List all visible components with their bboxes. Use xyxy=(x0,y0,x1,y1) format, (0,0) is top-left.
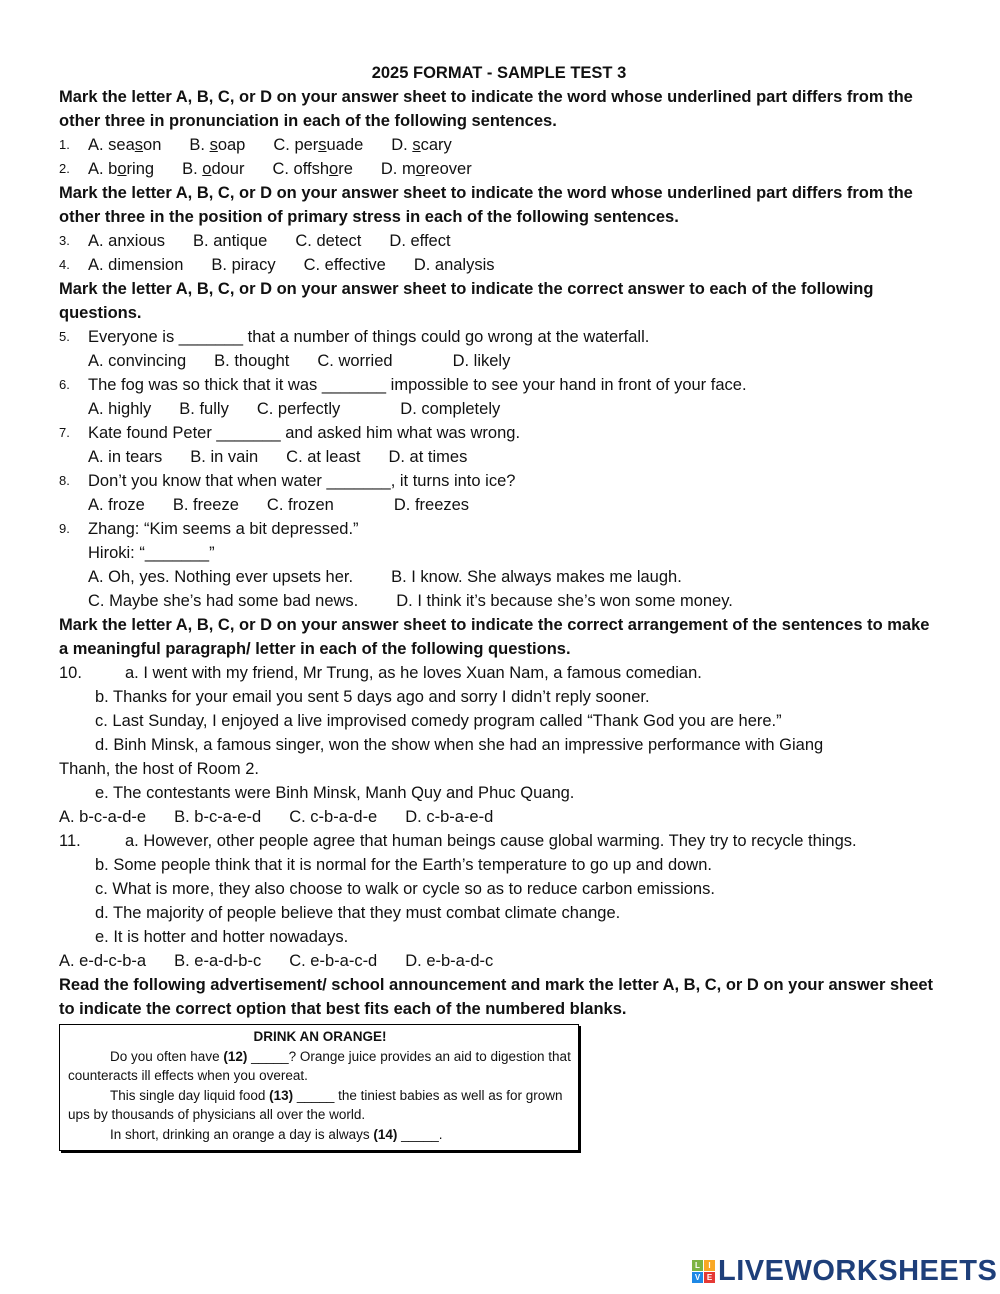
worksheet-content xyxy=(59,61,939,1151)
text: A. sea xyxy=(88,136,135,154)
instruction-arrangement: Mark the letter A, B, C, or D on your answer sheet to indicate the correct arrangement of the sentences to make a meaningful paragraph/ letter in each of the following questions. xyxy=(59,616,930,658)
option-c: C. Maybe she’s had some bad news. xyxy=(88,592,359,610)
question-number: 8. xyxy=(59,473,70,488)
question-2 xyxy=(59,157,939,181)
page-title: 2025 FORMAT - SAMPLE TEST 3 xyxy=(371,64,627,82)
advertisement-title: DRINK AN ORANGE! xyxy=(253,1029,387,1044)
text: ring xyxy=(126,160,155,178)
blank-number: (13) xyxy=(269,1087,294,1103)
question-3 xyxy=(59,229,939,253)
option-c: C. e-b-a-c-d xyxy=(289,952,378,970)
option-d: D. freezes xyxy=(393,496,470,514)
instruction-stress: Mark the letter A, B, C, or D on your answer sheet to indicate the word whose underlined part differs from the other three in the position of primary stress in each of the following sentences. xyxy=(59,184,913,226)
question-number: 2. xyxy=(59,161,70,176)
question-1 xyxy=(59,133,939,157)
instruction-correct-answer: Mark the letter A, B, C, or D on your answer sheet to indicate the correct answer to each of the following questions. xyxy=(59,280,874,322)
question-number: 1. xyxy=(59,137,70,152)
question-number: 3. xyxy=(59,233,70,248)
ad-paragraph-2 xyxy=(68,1086,572,1125)
text: C. per xyxy=(273,136,319,154)
option-b: B. I know. She always makes me laugh. xyxy=(391,568,682,586)
question-number: 10. xyxy=(59,664,82,682)
option-a: A. froze xyxy=(88,496,145,514)
question-text: The fog was so thick that it was _______ impossible to see your hand in front of your face. xyxy=(88,376,747,394)
option-c xyxy=(273,133,363,157)
ad-paragraph-1 xyxy=(68,1047,572,1086)
option-c: C. at least xyxy=(286,448,361,466)
text: C. offsh xyxy=(272,160,330,178)
question-number: 6. xyxy=(59,377,70,392)
question-6 xyxy=(59,373,939,421)
sentence-e: e. It is hotter and hotter nowadays. xyxy=(95,928,349,946)
option-b: B. in vain xyxy=(190,448,259,466)
text: re xyxy=(338,160,353,178)
text: B. xyxy=(189,136,210,154)
question-text: Don’t you know that when water _______, it turns into ice? xyxy=(88,472,516,490)
underlined-part: o xyxy=(117,160,127,178)
question-4 xyxy=(59,253,939,277)
sentence-b: b. Thanks for your email you sent 5 days ago and sorry I didn’t reply sooner. xyxy=(95,688,650,706)
logo-tiles-icon: L I V E xyxy=(692,1260,715,1283)
question-7 xyxy=(59,421,939,469)
option-a: A. b-c-a-d-e xyxy=(59,808,147,826)
option-c: C. worried xyxy=(317,352,393,370)
blank-number: (12) xyxy=(223,1048,248,1064)
option-a: A. Oh, yes. Nothing ever upsets her. xyxy=(88,568,354,586)
option-d xyxy=(381,157,472,181)
option-c xyxy=(272,157,352,181)
option-b: B. b-c-a-e-d xyxy=(174,808,262,826)
sentence-b: b. Some people think that it is normal for the Earth’s temperature to go up and down. xyxy=(95,856,712,874)
option-c: C. frozen xyxy=(266,496,334,514)
question-number: 5. xyxy=(59,329,70,344)
question-number: 11. xyxy=(59,832,81,850)
option-b: B. piracy xyxy=(211,256,276,274)
sentence-c: c. Last Sunday, I enjoyed a live improvised comedy program called “Thank God you are here.” xyxy=(95,712,782,730)
text: _____? Orange juice provides an aid to digestion that counteracts ill effects when you overeat. xyxy=(68,1048,571,1083)
option-a: A. e-d-c-b-a xyxy=(59,952,147,970)
text: Do you often have xyxy=(110,1048,224,1064)
option-b: B. thought xyxy=(214,352,290,370)
ad-paragraph-3 xyxy=(68,1125,572,1145)
option-d: D. c-b-a-e-d xyxy=(405,808,494,826)
option-a xyxy=(88,133,161,157)
question-5 xyxy=(59,325,939,373)
option-a xyxy=(88,157,154,181)
option-d: D. likely xyxy=(452,352,511,370)
option-b: B. freeze xyxy=(172,496,239,514)
question-10 xyxy=(59,661,939,829)
option-d: D. effect xyxy=(389,232,451,250)
question-11 xyxy=(59,829,939,973)
sentence-a: a. I went with my friend, Mr Trung, as he loves Xuan Nam, a famous comedian. xyxy=(125,664,702,682)
underlined-part: o xyxy=(202,160,212,178)
text: cary xyxy=(420,136,452,154)
option-b: B. antique xyxy=(193,232,268,250)
underlined-part: s xyxy=(209,136,218,154)
sentence-e: e. The contestants were Binh Minsk, Manh Quy and Phuc Quang. xyxy=(95,784,575,802)
option-b xyxy=(182,157,244,181)
option-c: C. c-b-a-d-e xyxy=(289,808,378,826)
text: _____. xyxy=(397,1126,443,1142)
option-c: C. effective xyxy=(303,256,386,274)
option-b: B. fully xyxy=(179,400,229,418)
sentence-c: c. What is more, they also choose to walk or cycle so as to reduce carbon emissions. xyxy=(95,880,715,898)
underlined-part: o xyxy=(329,160,339,178)
question-number: 9. xyxy=(59,521,70,536)
option-a: A. highly xyxy=(88,400,152,418)
option-a: A. anxious xyxy=(88,232,166,250)
dialogue-line: Hiroki: “_______” xyxy=(88,544,215,562)
question-number: 4. xyxy=(59,257,70,272)
underlined-part: s xyxy=(412,136,421,154)
advertisement-box xyxy=(59,1024,579,1151)
question-9 xyxy=(59,517,939,613)
underlined-part: s xyxy=(318,136,327,154)
option-b: B. e-a-d-b-c xyxy=(174,952,262,970)
option-a: A. dimension xyxy=(88,256,184,274)
question-8 xyxy=(59,469,939,517)
instruction-pronunciation: Mark the letter A, B, C, or D on your answer sheet to indicate the word whose underlined part differs from the other three in pronunciation in each of the following sentences. xyxy=(59,88,913,130)
option-b xyxy=(189,133,245,157)
option-d: D. I think it’s because she’s won some money. xyxy=(396,592,733,610)
option-d: D. completely xyxy=(400,400,501,418)
question-text: Everyone is _______ that a number of things could go wrong at the waterfall. xyxy=(88,328,650,346)
text: In short, drinking an orange a day is always xyxy=(110,1126,374,1142)
option-d: D. at times xyxy=(388,448,468,466)
option-a: A. convincing xyxy=(88,352,187,370)
liveworksheets-logo xyxy=(692,1255,997,1288)
question-text: Kate found Peter _______ and asked him what was wrong. xyxy=(88,424,521,442)
instruction-cloze: Read the following advertisement/ school announcement and mark the letter A, B, C, or D on your answer sheet to indicate the correct option that best fits each of the numbered blanks. xyxy=(59,976,934,1018)
sentence-d-continued: Thanh, the host of Room 2. xyxy=(59,760,259,778)
text: oap xyxy=(217,136,246,154)
text: This single day liquid food xyxy=(110,1087,270,1103)
sentence-a: a. However, other people agree that human beings cause global warming. They try to recycle things. xyxy=(125,832,857,850)
text: on xyxy=(143,136,162,154)
text: B. xyxy=(182,160,203,178)
text: D. xyxy=(391,136,413,154)
option-c: C. detect xyxy=(295,232,362,250)
logo-text: LIVEWORKSHEETS xyxy=(718,1255,998,1287)
sentence-d: d. Binh Minsk, a famous singer, won the show when she had an impressive performance with Giang xyxy=(95,736,824,754)
option-d: D. e-b-a-d-c xyxy=(405,952,494,970)
text: reover xyxy=(424,160,472,178)
underlined-part: s xyxy=(134,136,144,154)
option-c: C. perfectly xyxy=(256,400,341,418)
sentence-d: d. The majority of people believe that they must combat climate change. xyxy=(95,904,621,922)
text: uade xyxy=(326,136,364,154)
text: D. m xyxy=(380,160,416,178)
text: _____ the tiniest babies as well as for grown ups by thousands of physicians all over the world. xyxy=(68,1087,563,1122)
text: A. b xyxy=(88,160,118,178)
question-number: 7. xyxy=(59,425,70,440)
option-d xyxy=(391,133,452,157)
text: dour xyxy=(211,160,245,178)
option-a: A. in tears xyxy=(88,448,163,466)
option-d: D. analysis xyxy=(413,256,495,274)
underlined-part: o xyxy=(415,160,425,178)
dialogue-line: Zhang: “Kim seems a bit depressed.” xyxy=(88,520,359,538)
blank-number: (14) xyxy=(373,1126,398,1142)
